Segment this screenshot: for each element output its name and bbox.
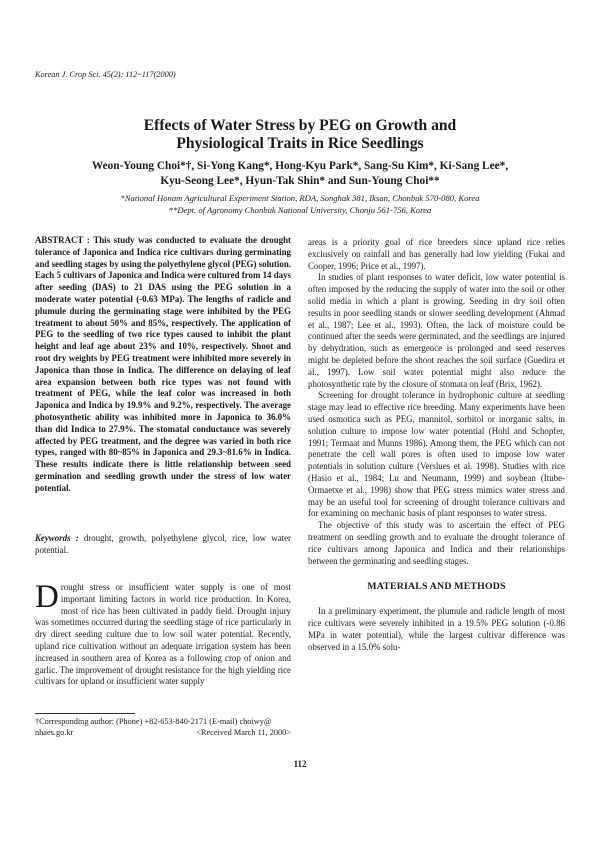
author-list — [60, 159, 540, 189]
abstract-text: This study was conducted to evaluate the drought tolerance of Japonica and Indica rice cultivars during germinating and seedling stages by using the polyethylene glycol (PEG) solution. Each 5 cultivars of Japonica and Indica were cultured from 14 days after seeding (DAS) to 21 DAS using the PEG solution in a moderate water potential (-0.63 MPa). The lengths of radicle and plumule during the germinating stage were inhibited by the PEG treatment to about 50% and 85%, respectively. The application of PEG to the seedling of two rice types caused to inhibit the plant height and leaf age about 23% and 10%, respectively. Shoot and root dry weights by PEG treatment were inhibited more severely in Japonica than those in Indica. The difference on delaying of leaf area expansion between both rice types was not found with treatment of PEG, while the leaf color was increased in both Japonica and Indica by 19.9% and 9.2%, respectively. The average photosynthetic ability was inhibited more in Japonica to 36.0% than did Indica to 27.9%. The stomatal conductance was severely affected by PEG treatment, and the degree was varied in both rice types, ranged with 80~85% in Japonica and 29.3~81.6% in Indica. These results indicate there is little relationship between seed germination and seedling growth under the stress of low water potential. — [35, 235, 291, 493]
paragraph-5: In a preliminary experiment, the plumule and radicle length of most rice cultivars were severely inhibited in a 19.5% PEG solution (-0.86 MPa in water potential), while the largest cultivar difference was observed in a 15.0% solu- — [308, 606, 565, 652]
paper-title — [60, 117, 540, 153]
right-column — [308, 237, 565, 653]
authors-line-2: Kyu-Seong Lee*, Hyun-Tak Shin* and Sun-Young Choi** — [160, 175, 440, 187]
authors-line-1: Weon-Young Choi*†, Si-Yong Kang*, Hong-Kyu Park*, Sang-Su Kim*, Ki-Sang Lee*, — [91, 160, 509, 172]
paragraph-3: Screening for drought tolerance in hydrophonic culture at seedling stage may lead to effective rice breeding. Many experiments have been used osmotica such as PEG, mannitol, sorbitol or inorganic salts, in solution culture to impose low water potential (Hohl and Schopfer, 1991; Termaat and Munns 1986). Among them, the PEG which can not penetrate the cell wall pores is often used to impose low water potentials in solution culture (Verslues et al. 1998). Studies with rice (Hasio et al., 1984; Lu and Neumann, 1999) and soybean (Itube-Ormaetxe et al., 1998) show that PEG stress mimics water stress and may be an useful tool for screening of drought tolerance cultivars and for examining on mechanic basis of plant responses to water stress. — [308, 390, 565, 519]
keywords-label: Keywords : — [35, 533, 79, 543]
affiliations — [40, 193, 560, 216]
journal-citation: Korean J. Crop Sci. 45(2): 112~117(2000) — [35, 70, 176, 79]
footnote-rule — [35, 713, 135, 714]
keywords — [35, 533, 291, 557]
paragraph-1: areas is a priority goal of rice breeders since upland rice relies exclusively on rainfall and has generally had low yielding (Fukai and Cooper, 1996; Price et al., 1997). — [308, 237, 565, 271]
paragraph-4: The objective of this study was to ascertain the effect of PEG treatment on seedling growth and to evaluate the drought tolerance of rice cultivars among Japonica and Indica and their relationships between the germinating and seedling stages. — [308, 520, 565, 566]
affiliation-1: *National Honam Agricultural Experiment Station, RDA, Songhak 381, Iksan, Chonbuk 570-080, Korea — [120, 193, 480, 203]
page-number: 112 — [293, 759, 307, 769]
title-line-2: Physiological Traits in Rice Seedlings — [176, 135, 424, 152]
abstract — [35, 235, 291, 495]
received-date: <Received March 11, 2000> — [196, 728, 291, 737]
abstract-label: ABSTRACT : — [35, 235, 90, 245]
intro-text: rought stress or insufficient water supply is one of most important limiting factors in world rice production. In Korea, most of rice has been cultivated in paddy field. Drought injury was sometimes occurred during the seedling stage of rice particularly in dry direct seeding culture due to low soil water potential. Recently, upland rice cultivation without an adequate irrigation system has been increased in southern area of Korea as a following crop of onion and garlic. The improvement of drought resistance for the high yielding rice cultivars for upland or insufficient water supply — [35, 582, 291, 687]
footnote-text: †Corresponding author: (Phone) +82-653-840-2171 (E-mail) choiwy@ nhaes.go.kr — [35, 717, 272, 737]
drop-cap: D — [35, 579, 59, 615]
affiliation-2: **Dept. of Agronomy Chonbuk National University, Chonju 561-756, Korea — [168, 204, 432, 215]
paragraph-2: In studies of plant responses to water deficit, low water potential is often imposed by the reducing the supply of water into the soil or other solid media in which a plant is growing. Seeding in dry soil often results in poor seedling stands or slower seedling development (Ahmad et al., 1987; Lee et al., 1993). Often, the lack of moisture could be continued after the seeds were germinated, and the seedlings are injured by dehydration, such as emergence is prolonged and seed reserves might be depleted before the shoot reaches the soil surface (Guedira et al., 1997). Low soil water potential might also reduce the photosynthetic rate by the closure of stomata on leaf (Brix, 1962). — [308, 272, 565, 389]
introduction — [35, 579, 291, 688]
title-line-1: Effects of Water Stress by PEG on Growth and — [143, 117, 457, 134]
keywords-text: drought, growth, polyethylene glycol, rice, low water potential. — [35, 533, 291, 555]
section-heading-methods: MATERIALS AND METHODS — [367, 581, 506, 593]
footnote — [35, 716, 291, 738]
